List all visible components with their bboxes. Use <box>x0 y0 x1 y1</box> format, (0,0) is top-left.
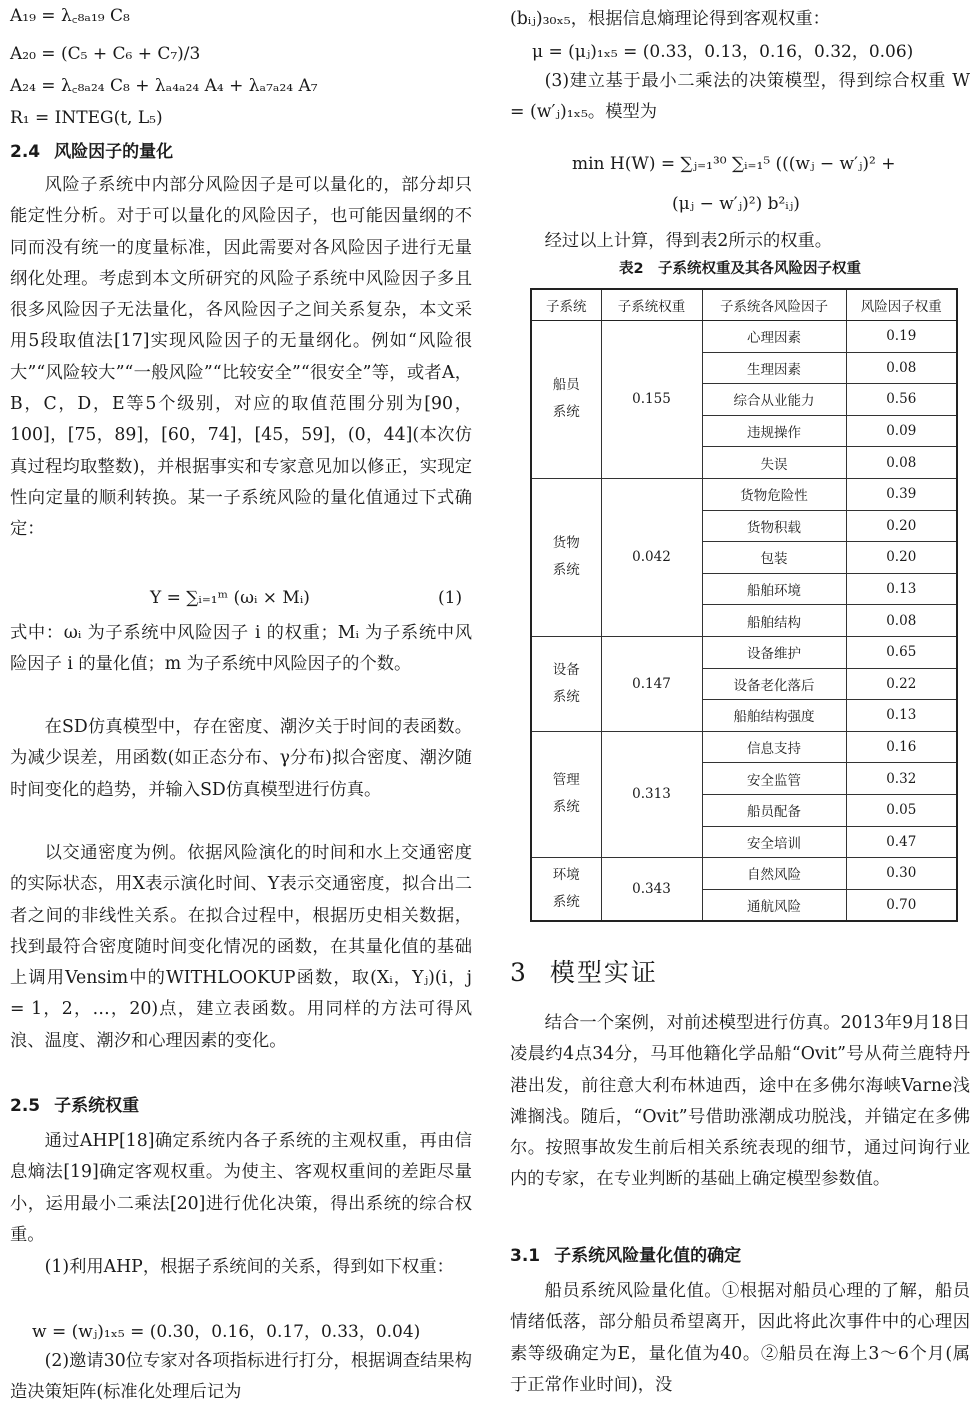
factor-weight-cell: 0.56 <box>846 384 957 416</box>
equation-a19: A₁₉ = λ꜀₈ₐ₁₉ C₈ <box>10 6 130 26</box>
factor-name-cell: 船舶环境 <box>702 573 846 605</box>
factor-weight-cell: 0.47 <box>846 826 957 858</box>
right-column <box>510 0 970 1410</box>
factor-weight-cell: 0.20 <box>846 542 957 574</box>
table-header-cell: 子系统权重 <box>601 289 702 321</box>
equation-a20: A₂₀ = (C₅ + C₆ + C₇)/3 <box>10 44 201 64</box>
factor-weight-cell: 0.16 <box>846 731 957 763</box>
subsystem-weight-cell: 0.147 <box>601 636 702 731</box>
factor-name-cell: 生理因素 <box>702 352 846 384</box>
formula-min-h-line2: (μⱼ − w′ⱼ)²) b²ᵢⱼ) <box>672 194 800 214</box>
table-row <box>531 858 957 890</box>
table-header-row <box>531 289 957 321</box>
paragraph-table-functions: 在SD仿真模型中，存在密度、潮汐关于时间的表函数。为减少误差，用函数(如正态分布、γ分布)拟合密度、潮汐随时间变化的趋势，并输入SD仿真模型进行仿真。 <box>10 717 472 800</box>
table-header-cell: 子系统各风险因子 <box>702 289 846 321</box>
factor-weight-cell: 0.19 <box>846 321 957 353</box>
factor-name-cell: 信息支持 <box>702 731 846 763</box>
section-title: 风险因子的量化 <box>54 142 174 162</box>
subsystem-weight-cell: 0.343 <box>601 858 702 922</box>
equation-a24: A₂₄ = λ꜀₈ₐ₂₄ C₈ + λₐ₄ₐ₂₄ A₄ + λₐ₇ₐ₂₄ A₇ <box>10 76 318 96</box>
subsystem-name-cell: 环境 系统 <box>531 858 601 922</box>
table-row <box>531 731 957 763</box>
subsystem-name-cell: 设备 系统 <box>531 636 601 731</box>
left-column <box>10 0 472 1410</box>
factor-name-cell: 违规操作 <box>702 415 846 447</box>
subsystem-weight-cell: 0.155 <box>601 321 702 479</box>
factor-weight-cell: 0.39 <box>846 478 957 510</box>
section-title: 子系统权重 <box>54 1096 140 1116</box>
factor-name-cell: 设备老化落后 <box>702 668 846 700</box>
subsystem-name-cell: 船员 系统 <box>531 321 601 479</box>
subsystem-name-cell: 管理 系统 <box>531 731 601 857</box>
factor-weight-cell: 0.32 <box>846 763 957 795</box>
paragraph-formula-explanation: 式中：ωᵢ 为子系统中风险因子 i 的权重；Mᵢ 为子系统中风险因子 i 的量化值；m 为子系统中风险因子的个数。 <box>10 623 472 675</box>
factor-weight-cell: 0.13 <box>846 573 957 605</box>
paragraph-table-intro: 经过以上计算，得到表2所示的权重。 <box>544 231 833 251</box>
factor-weight-cell: 0.20 <box>846 510 957 542</box>
formula-min-h-line1: min H(W) = ∑ⱼ₌₁³⁰ ∑ᵢ₌₁⁵ (((wⱼ − w′ⱼ)² + <box>572 154 896 174</box>
section-number: 2.4 <box>10 142 41 162</box>
factor-name-cell: 船舶结构 <box>702 605 846 637</box>
table-header-cell: 风险因子权重 <box>846 289 957 321</box>
factor-name-cell: 船员配备 <box>702 794 846 826</box>
factor-name-cell: 货物积载 <box>702 510 846 542</box>
factor-weight-cell: 0.65 <box>846 636 957 668</box>
section-title: 子系统风险量化值的确定 <box>554 1246 742 1266</box>
table-header-cell: 子系统 <box>531 289 601 321</box>
section-heading-2-5 <box>10 1092 139 1120</box>
factor-name-cell: 自然风险 <box>702 858 846 890</box>
factor-weight-cell: 0.22 <box>846 668 957 700</box>
factor-weight-cell: 0.08 <box>846 352 957 384</box>
factor-name-cell: 货物危险性 <box>702 478 846 510</box>
factor-name-cell: 心理因素 <box>702 321 846 353</box>
section-heading-3 <box>510 956 658 990</box>
factor-name-cell: 通航风险 <box>702 889 846 921</box>
equation-r1: R₁ = INTEG(t, L₅) <box>10 108 163 128</box>
subsystem-weight-cell: 0.313 <box>601 731 702 857</box>
table-row <box>531 478 957 510</box>
paragraph-case-study: 结合一个案例，对前述模型进行仿真。2013年9月18日凌晨约4点34分，马耳他籍化学品船“Ovit”号从荷兰鹿特丹港出发，前往意大利布林迪西，途中在多佛尔海峡Varne浅滩搁浅。随后，“Ovit”号借助涨潮成功脱浅，并锚定在多佛尔。按照事故发生前后相关系统表现的细节，通过问询行业内的专家，在专业判断的基础上确定模型参数值。 <box>510 1013 970 1190</box>
weights-table <box>530 288 958 922</box>
factor-weight-cell: 0.13 <box>846 700 957 732</box>
section-heading-2-4 <box>10 138 173 166</box>
factor-weight-cell: 0.30 <box>846 858 957 890</box>
factor-weight-cell: 0.70 <box>846 889 957 921</box>
section-title: 模型实证 <box>549 958 658 987</box>
subsystem-name-cell: 货物 系统 <box>531 478 601 636</box>
paragraph-traffic-density: 以交通密度为例。依据风险演化的时间和水上交通密度的实际状态，用X表示演化时间、Y表示交通密度，拟合出二者之间的非线性关系。在拟合过程中，根据历史相关数据，找到最符合密度随时间变化情况的函数，在其量化值的基础上调用Vensim中的WITHLOOKUP函数，取(Xᵢ，Yⱼ)(i，j = 1，2，…，20)点，建立表函数。用同样的方法可得风浪、温度、潮汐和心理因素的变化。 <box>10 843 472 1051</box>
formula-mu: μ = (μⱼ)₁ₓ₅ = (0.33，0.13，0.16，0.32，0.06) <box>532 42 914 62</box>
factor-weight-cell: 0.09 <box>846 415 957 447</box>
section-heading-3-1 <box>510 1242 741 1270</box>
formula-1-number: (1) <box>438 588 463 608</box>
factor-name-cell: 设备维护 <box>702 636 846 668</box>
factor-name-cell: 包装 <box>702 542 846 574</box>
factor-name-cell: 综合从业能力 <box>702 384 846 416</box>
factor-name-cell: 安全培训 <box>702 826 846 858</box>
paragraph-crew-risk: 船员系统风险量化值。①根据对船员心理的了解，船员情绪低落，部分船员希望离开，因此将此次事件中的心理因素等级确定为E，量化值为40。②船员在海上3～6个月(属于正常作业时间)，没 <box>510 1281 970 1395</box>
table-row <box>531 321 957 353</box>
paragraph-quantification: 风险子系统中内部分风险因子是可以量化的，部分却只能定性分析。对于可以量化的风险因子，也可能因量纲的不同而没有统一的度量标准，因此需要对各风险因子进行无量纲化处理。考虑到本文所研究的风险子系统中风险因子多且很多风险因子无法量化，各风险因子之间关系复杂，本文采用5段取值法[17]实现风险因子的无量纲化。例如“风险很大”“风险较大”“一般风险”“比较安全”“很安全”等，或者A，B，C，D，E等5个级别，对应的取值范围分别为[90，100]，[75，89]，[60，74]，[45，59]，(0，44](本次仿真过程均取整数)，并根据事实和专家意见加以修正，实现定性向定量的顺利转换。某一子系统风险的量化值通过下式确定： <box>10 175 472 540</box>
paragraph-subsystem-weights: 通过AHP[18]确定系统内各子系统的主观权重，再由信息熵法[19]确定客观权重。为使主、客观权重间的差距尽量小，运用最小二乘法[20]进行优化决策，得出系统的综合权重。 <box>10 1131 472 1245</box>
factor-name-cell: 安全监管 <box>702 763 846 795</box>
factor-weight-cell: 0.05 <box>846 794 957 826</box>
section-number: 3.1 <box>510 1246 541 1266</box>
table-2-title: 表2 子系统权重及其各风险因子权重 <box>618 261 862 277</box>
factor-weight-cell: 0.08 <box>846 605 957 637</box>
factor-weight-cell: 0.08 <box>846 447 957 479</box>
paragraph-least-squares: (3)建立基于最小二乘法的决策模型，得到综合权重 W = (w′ⱼ)₁ₓ₅。模型为 <box>510 71 970 123</box>
paragraph-entropy: (bᵢⱼ)₃₀ₓ₅，根据信息熵理论得到客观权重： <box>510 9 830 29</box>
table-row <box>531 636 957 668</box>
formula-w: w = (wⱼ)₁ₓ₅ = (0.30，0.16，0.17，0.33，0.04) <box>32 1322 421 1342</box>
factor-name-cell: 船舶结构强度 <box>702 700 846 732</box>
section-number: 2.5 <box>10 1096 41 1116</box>
subsystem-weight-cell: 0.042 <box>601 478 702 636</box>
factor-name-cell: 失误 <box>702 447 846 479</box>
section-number: 3 <box>510 958 528 987</box>
paragraph-experts: (2)邀请30位专家对各项指标进行打分，根据调查结果构造决策矩阵(标准化处理后记为 <box>10 1351 472 1403</box>
formula-1: Y = ∑ᵢ₌₁ᵐ (ωᵢ × Mᵢ) <box>150 588 310 608</box>
paragraph-ahp: (1)利用AHP，根据子系统间的关系，得到如下权重： <box>44 1257 454 1277</box>
